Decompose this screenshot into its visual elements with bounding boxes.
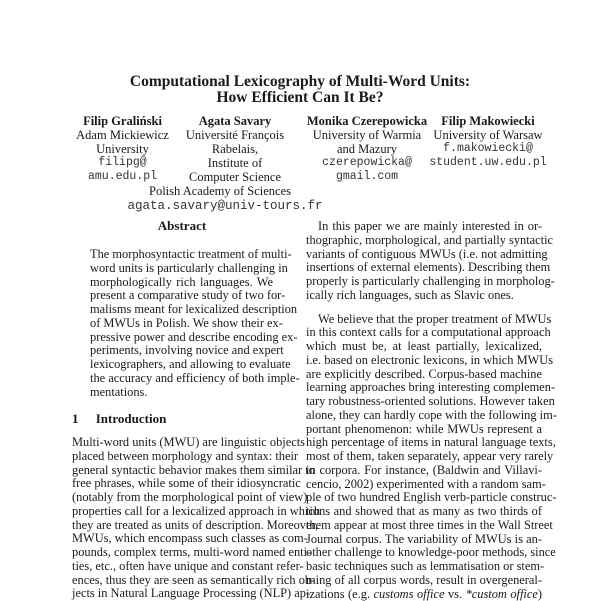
author-email[interactable]: agata.savary@univ-tours.fr xyxy=(90,199,360,213)
author-block xyxy=(418,114,558,170)
text-line: Journal corpus. The variability of MWUs is an- xyxy=(306,533,542,547)
text-line: Multi-word units (MWU) are linguistic objects xyxy=(72,436,292,450)
author-block xyxy=(60,114,185,184)
author-email[interactable]: czerepowicka@ xyxy=(298,156,436,170)
section-title: Introduction xyxy=(96,411,167,426)
right-column-text xyxy=(306,220,542,601)
author-affiliation: Computer Science xyxy=(170,170,300,184)
paragraph xyxy=(306,313,542,588)
abstract-text xyxy=(90,248,273,399)
text-line: insertions of external elements). Describing them xyxy=(306,261,542,275)
text-line: pressive power and describe encoding ex- xyxy=(90,331,273,345)
author-affiliation: University xyxy=(60,142,185,156)
author-affiliation: Institute of xyxy=(170,156,300,170)
paragraph xyxy=(306,220,542,303)
text-line: ically rich languages, such as Slavic ones. xyxy=(306,289,542,303)
text-line: pounds, complex terms, multi-word named enti- xyxy=(72,546,292,560)
author-name: Monika Czerepowicka xyxy=(298,114,436,128)
author-affiliation: University of Warmia xyxy=(298,128,436,142)
author-name: Filip Graliński xyxy=(60,114,185,128)
author-name: Agata Savary xyxy=(170,114,300,128)
text-line: basic techniques such as lemmatisation or stem- xyxy=(306,560,542,574)
text-line: present a comparative study of two for- xyxy=(90,289,273,303)
title-line-2: How Efficient Can It Be? xyxy=(0,90,600,106)
section-heading xyxy=(72,411,166,427)
author-email[interactable]: gmail.com xyxy=(298,170,436,184)
text-line: them appear at most three times in the Wall Street xyxy=(306,519,542,533)
text-line: tions and showed that as many as two thirds of xyxy=(306,505,542,519)
author-name: Filip Makowiecki xyxy=(418,114,558,128)
text-line: free phrases, while some of their idiosyncratic xyxy=(72,477,292,491)
text-line: jects in Natural Language Processing (NLP) ap- xyxy=(72,587,292,601)
author-email[interactable]: filipg@ xyxy=(60,156,185,170)
text-line: they are treated as units of description. Moreover, xyxy=(72,519,292,533)
text-line: in corpora. For instance, (Baldwin and Villavi- xyxy=(306,464,542,478)
abstract-heading: Abstract xyxy=(72,218,292,234)
text-line: izations (e.g. customs office vs. *custom office) xyxy=(306,588,542,601)
author-affiliation: Rabelais, xyxy=(170,142,300,156)
title-line-1: Computational Lexicography of Multi-Word Units: xyxy=(0,74,600,90)
paper-title xyxy=(0,74,600,106)
text-line: thographic, morphological, and partially syntactic xyxy=(306,234,542,248)
author-affiliation: University of Warsaw xyxy=(418,128,558,142)
author-email[interactable]: amu.edu.pl xyxy=(60,170,185,184)
text-line: high percentage of items in natural language texts, xyxy=(306,436,542,450)
section-number: 1 xyxy=(72,411,79,426)
author-email[interactable]: student.uw.edu.pl xyxy=(418,156,558,170)
text-line: are explicitly described. Corpus-based machine xyxy=(306,368,542,382)
text-line: i.e. based on electronic lexicons, in which MWUs xyxy=(306,354,542,368)
author-email[interactable]: f.makowiecki@ xyxy=(418,142,558,156)
author-affiliation: Adam Mickiewicz xyxy=(60,128,185,142)
author-block xyxy=(170,114,300,184)
text-line: alone, they can hardly cope with the following im- xyxy=(306,409,542,423)
text-line: word units is particularly challenging in xyxy=(90,262,273,276)
text-line: malisms meant for lexicalized description xyxy=(90,303,273,317)
text-line: lexicographers, and allowing to evaluate xyxy=(90,358,273,372)
text-line: properly is particularly challenging in morpholog- xyxy=(306,275,542,289)
text-line: of MWUs in Polish. We show their ex- xyxy=(90,317,273,331)
author-affiliation: Université François xyxy=(170,128,300,142)
text-line: (notably from the morphological point of view) xyxy=(72,491,292,505)
text-line: other challenge to knowledge-poor methods, since xyxy=(306,546,542,560)
text-line: in this context calls for a computational approach xyxy=(306,326,542,340)
intro-text xyxy=(72,436,292,601)
text-line: placed between morphology and syntax: their xyxy=(72,450,292,464)
text-line: general syntactic behavior makes them similar to xyxy=(72,464,292,478)
author-affiliation: and Mazury xyxy=(298,142,436,156)
text-line: the accuracy and efficiency of both imple- xyxy=(90,372,273,386)
text-line: MWUs, which encompass such classes as com- xyxy=(72,532,292,546)
text-line: properties call for a lexicalized approach in which xyxy=(72,505,292,519)
text-line: ming of all corpus words, result in overgeneral- xyxy=(306,574,542,588)
text-line: tary robustness-oriented solutions. However taken xyxy=(306,395,542,409)
text-line: variants of contiguous MWUs (i.e. not admitting xyxy=(306,248,542,262)
text-line: mentations. xyxy=(90,386,273,400)
text-line: learning approaches bring interesting complemen- xyxy=(306,381,542,395)
text-line: cencio, 2002) experimented with a random sam- xyxy=(306,478,542,492)
text-line: most of them, taken separately, appear very rarely xyxy=(306,450,542,464)
text-line: ences, thus they are seen as semantically rich ob- xyxy=(72,574,292,588)
text-line: which must be, at least partially, lexicalized, xyxy=(306,340,542,354)
text-line: morphologically rich languages. We xyxy=(90,276,273,290)
author-block xyxy=(298,114,436,184)
text-line: ties, etc., often have unique and constant refer- xyxy=(72,560,292,574)
text-line: periments, involving novice and expert xyxy=(90,344,273,358)
text-line: In this paper we are mainly interested in or- xyxy=(306,220,542,234)
text-line: portant phenomenon: while MWUs represent a xyxy=(306,423,542,437)
text-line: We believe that the proper treatment of MWUs xyxy=(306,313,542,327)
text-line: The morphosyntactic treatment of multi- xyxy=(90,248,273,262)
author-affiliation: Polish Academy of Sciences xyxy=(100,184,340,198)
text-line: ple of two hundred English verb-particle construc- xyxy=(306,491,542,505)
